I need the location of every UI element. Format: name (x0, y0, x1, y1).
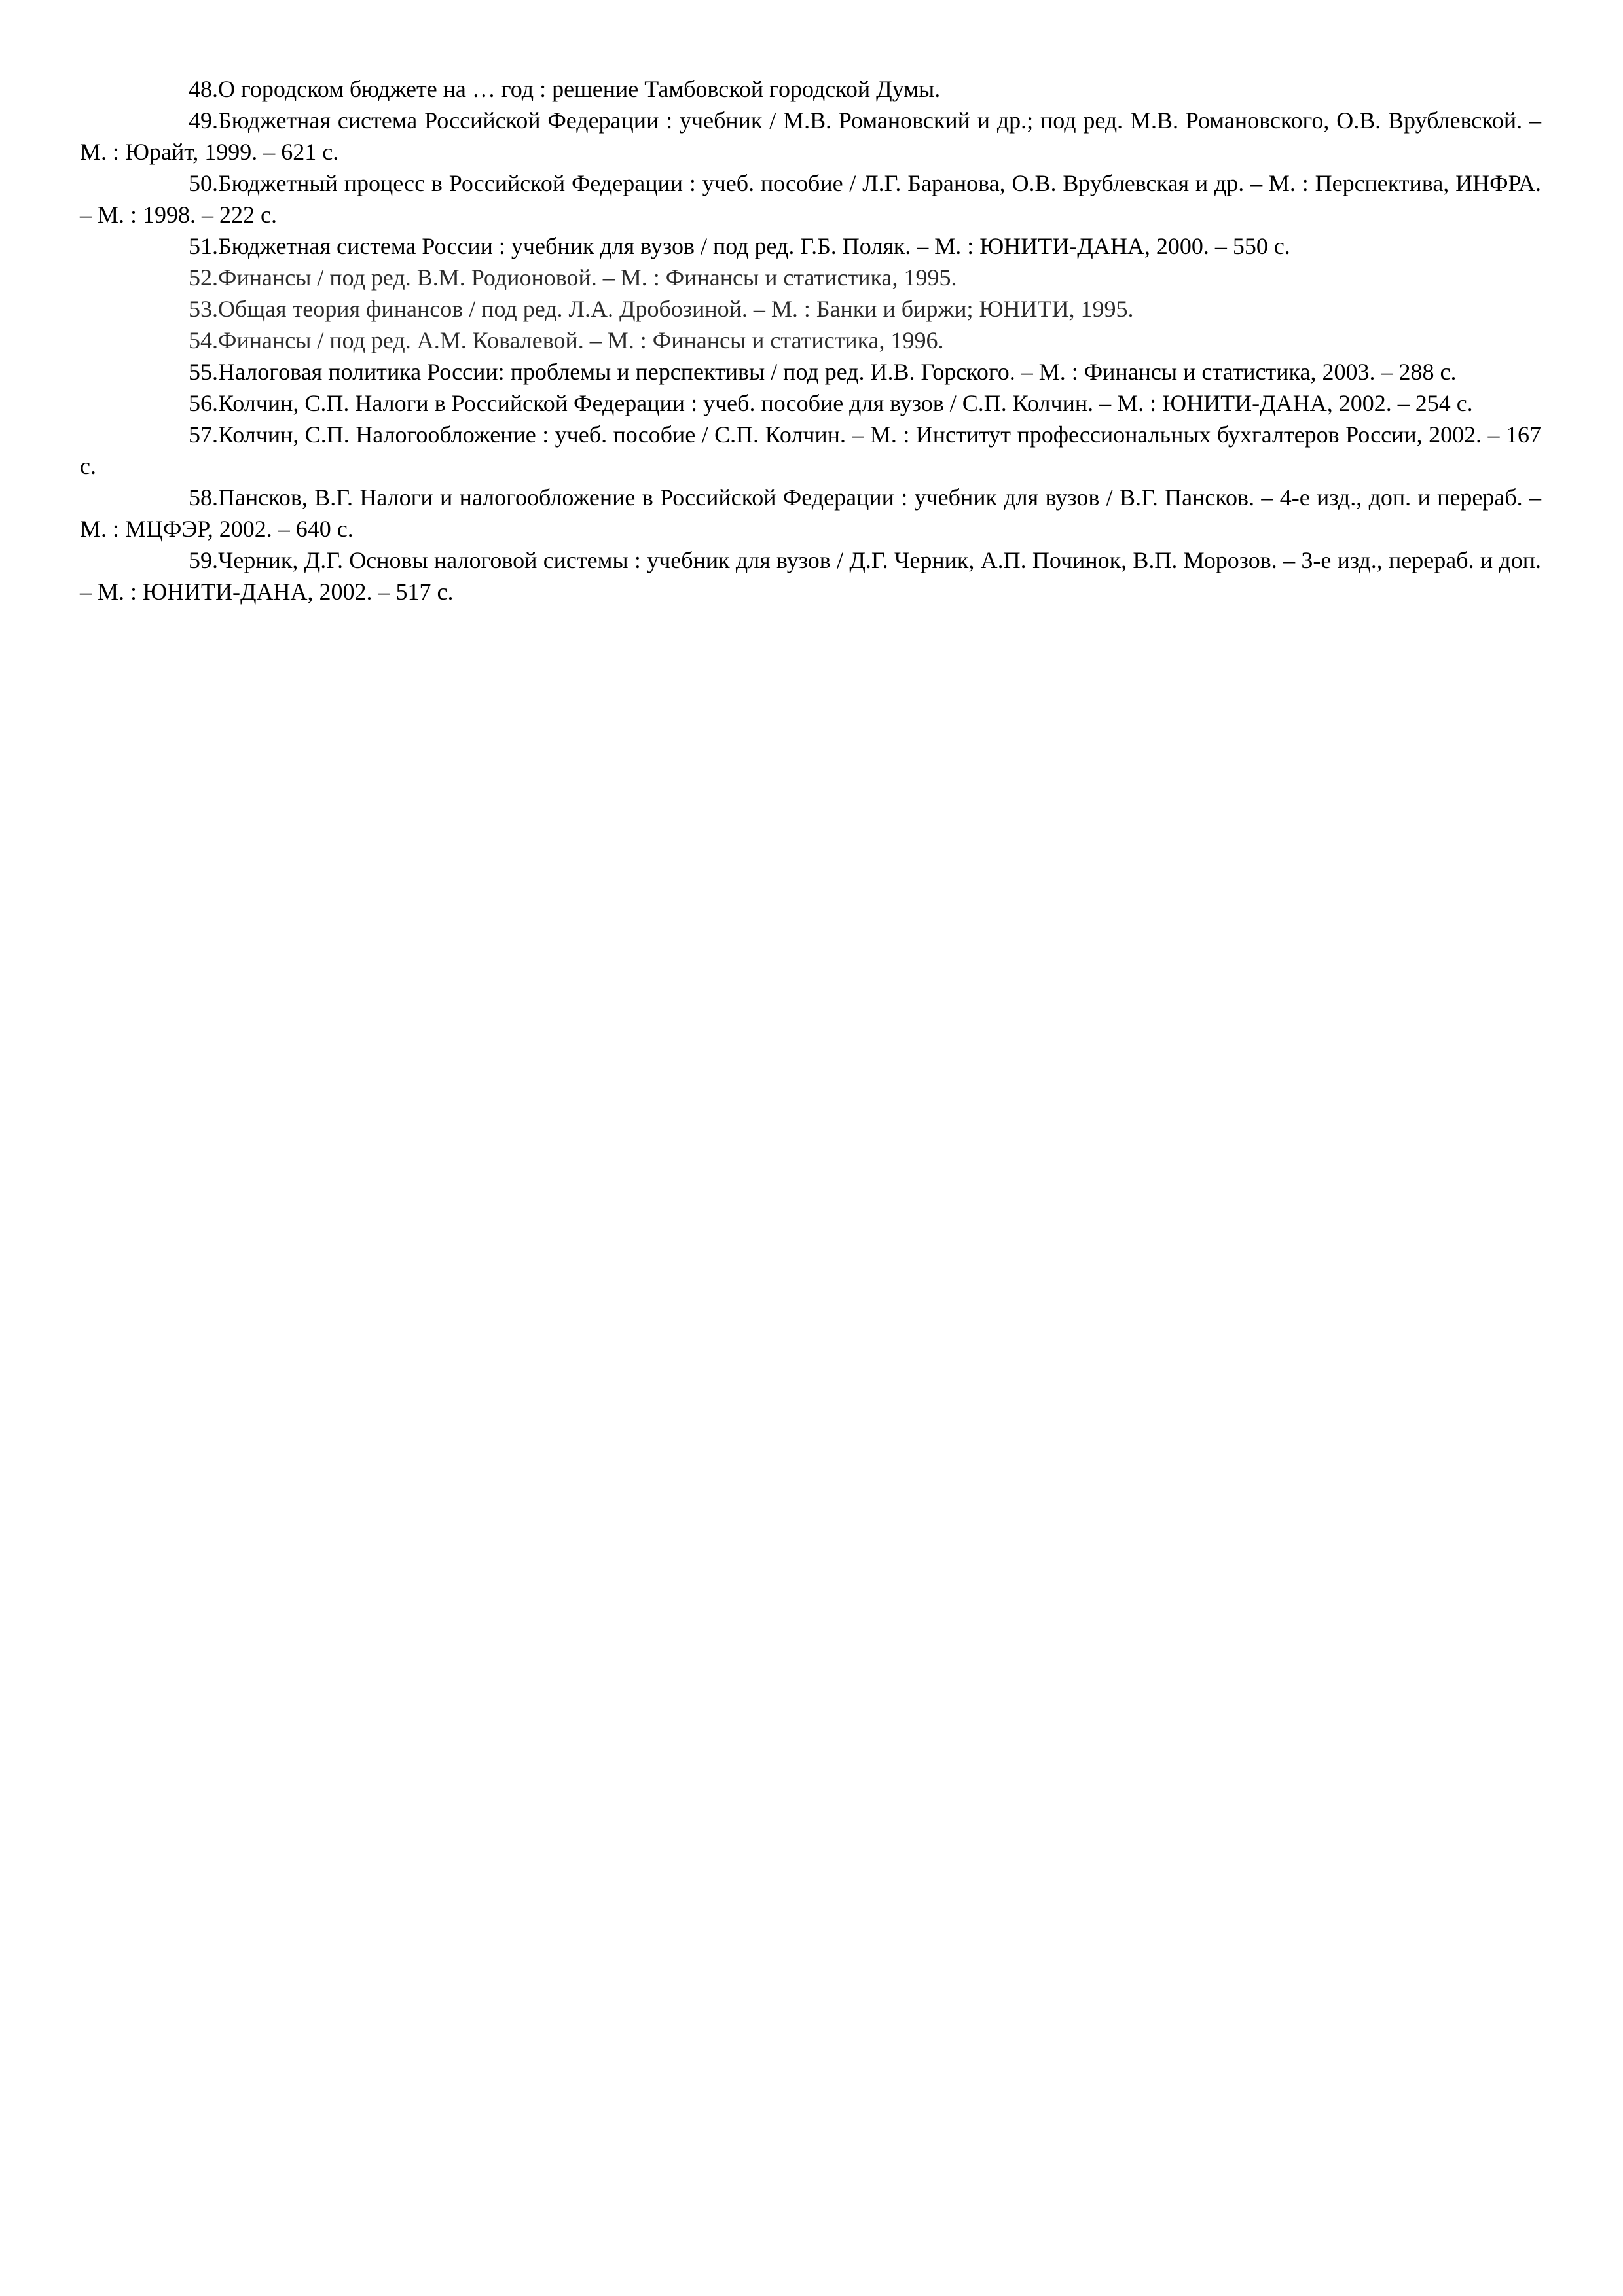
reference-item-49 (80, 105, 1541, 168)
reference-number: 48. (189, 76, 218, 102)
reference-item-56 (80, 387, 1541, 419)
reference-text: Бюджетная система Российской Федерации : учебник / М.В. Романовский и др.; под ред. М.В. Романовского, О.В. Врублевской. – М. : Юрайт, 1999. – 621 с. (80, 107, 1541, 165)
reference-number: 50. (189, 170, 218, 196)
reference-text: Колчин, С.П. Налоги в Российской Федерации : учеб. пособие для вузов / С.П. Колчин. – М. : ЮНИТИ-ДАНА, 2002. – 254 с. (218, 390, 1473, 416)
reference-number: 56. (189, 390, 218, 416)
reference-text: Пансков, В.Г. Налоги и налогообложение в Российской Федерации : учебник для вузов / В.Г. Пансков. – 4-е изд., доп. и перераб. – М. : МЦФЭР, 2002. – 640 с. (80, 484, 1541, 542)
reference-number: 49. (189, 107, 218, 134)
reference-item-59 (80, 545, 1541, 607)
reference-text: Финансы / под ред. А.М. Ковалевой. – М. : Финансы и статистика, 1996. (218, 327, 944, 353)
bibliography-page (80, 73, 1541, 607)
reference-text: Бюджетная система России : учебник для вузов / под ред. Г.Б. Поляк. – М. : ЮНИТИ-ДАНА, 2000. – 550 с. (218, 233, 1290, 259)
reference-number: 53. (189, 296, 218, 322)
reference-number: 51. (189, 233, 218, 259)
reference-item-50 (80, 168, 1541, 230)
reference-number: 55. (189, 359, 218, 385)
reference-item-54 (80, 325, 1541, 356)
reference-number: 54. (189, 327, 218, 353)
reference-number: 57. (189, 422, 218, 448)
reference-text: Общая теория финансов / под ред. Л.А. Дробозиной. – М. : Банки и биржи; ЮНИТИ, 1995. (218, 296, 1134, 322)
reference-number: 59. (189, 547, 218, 573)
reference-text: Бюджетный процесс в Российской Федерации : учеб. пособие / Л.Г. Баранова, О.В. Врублевская и др. – М. : Перспектива, ИНФРА. – М. : 1998. – 222 с. (80, 170, 1541, 228)
reference-text: Черник, Д.Г. Основы налоговой системы : учебник для вузов / Д.Г. Черник, А.П. Починок, В.П. Морозов. – 3-е изд., перераб. и доп. – М. : ЮНИТИ-ДАНА, 2002. – 517 с. (80, 547, 1541, 605)
reference-item-53 (80, 293, 1541, 325)
reference-text: Финансы / под ред. В.М. Родионовой. – М. : Финансы и статистика, 1995. (218, 264, 957, 291)
reference-item-57 (80, 419, 1541, 482)
reference-item-52 (80, 262, 1541, 293)
reference-text: Налоговая политика России: проблемы и перспективы / под ред. И.В. Горского. – М. : Финансы и статистика, 2003. – 288 с. (218, 359, 1457, 385)
reference-item-55 (80, 356, 1541, 387)
reference-item-51 (80, 230, 1541, 262)
reference-text: О городском бюджете на … год : решение Тамбовской городской Думы. (218, 76, 941, 102)
reference-item-58 (80, 482, 1541, 545)
reference-number: 58. (189, 484, 218, 511)
reference-item-48 (80, 73, 1541, 105)
reference-number: 52. (189, 264, 218, 291)
reference-text: Колчин, С.П. Налогообложение : учеб. пособие / С.П. Колчин. – М. : Институт профессиональных бухгалтеров России, 2002. – 167 с. (80, 422, 1541, 479)
